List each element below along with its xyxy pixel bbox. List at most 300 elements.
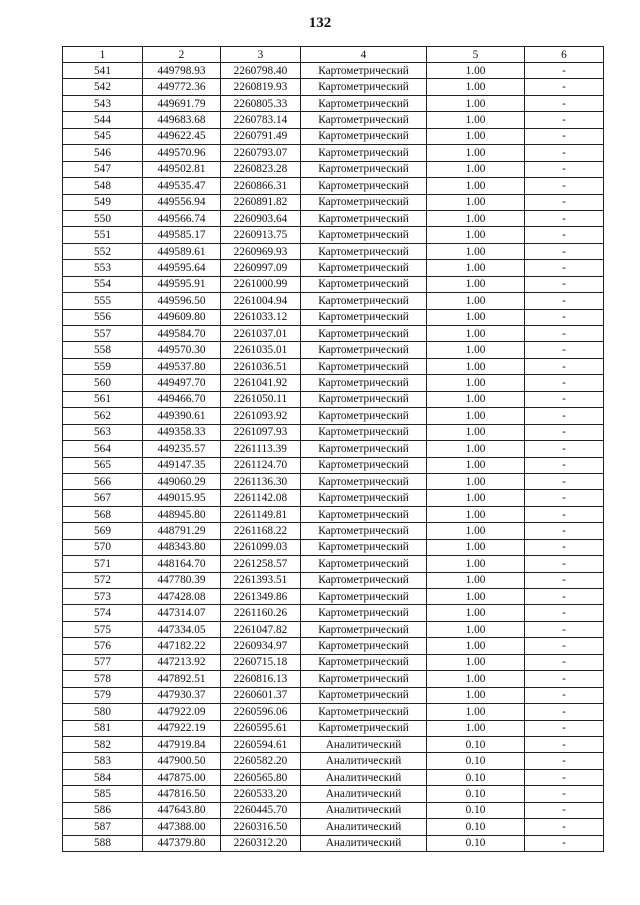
method-cell: Картометрический xyxy=(301,473,427,489)
x-coordinate-cell: 447816.50 xyxy=(143,786,221,802)
x-coordinate-cell: 449060.29 xyxy=(143,473,221,489)
accuracy-cell: 1.00 xyxy=(427,342,525,358)
point-number-cell: 578 xyxy=(63,671,143,687)
note-cell: - xyxy=(525,589,604,605)
x-coordinate-cell: 447182.22 xyxy=(143,638,221,654)
point-number-cell: 564 xyxy=(63,441,143,457)
method-cell: Картометрический xyxy=(301,457,427,473)
y-coordinate-cell: 2260997.09 xyxy=(221,260,301,276)
table-row xyxy=(63,326,604,342)
method-cell: Картометрический xyxy=(301,210,427,226)
accuracy-cell: 1.00 xyxy=(427,704,525,720)
point-number-cell: 554 xyxy=(63,276,143,292)
table-row xyxy=(63,260,604,276)
accuracy-cell: 1.00 xyxy=(427,375,525,391)
x-coordinate-cell: 447900.50 xyxy=(143,753,221,769)
method-cell: Картометрический xyxy=(301,572,427,588)
table-row xyxy=(63,276,604,292)
x-coordinate-cell: 449584.70 xyxy=(143,326,221,342)
x-coordinate-cell: 447379.80 xyxy=(143,835,221,851)
y-coordinate-cell: 2261097.93 xyxy=(221,424,301,440)
table-row xyxy=(63,358,604,374)
note-cell: - xyxy=(525,523,604,539)
y-coordinate-cell: 2260816.13 xyxy=(221,671,301,687)
point-number-cell: 551 xyxy=(63,227,143,243)
point-number-cell: 565 xyxy=(63,457,143,473)
header-cell-1: 1 xyxy=(63,47,143,63)
point-number-cell: 572 xyxy=(63,572,143,588)
header-cell-3: 3 xyxy=(221,47,301,63)
table-row xyxy=(63,704,604,720)
table-row xyxy=(63,490,604,506)
point-number-cell: 542 xyxy=(63,79,143,95)
accuracy-cell: 1.00 xyxy=(427,63,525,79)
y-coordinate-cell: 2261004.94 xyxy=(221,293,301,309)
y-coordinate-cell: 2261050.11 xyxy=(221,391,301,407)
point-number-cell: 566 xyxy=(63,473,143,489)
table-row xyxy=(63,638,604,654)
table-row xyxy=(63,375,604,391)
note-cell: - xyxy=(525,178,604,194)
x-coordinate-cell: 449556.94 xyxy=(143,194,221,210)
method-cell: Аналитический xyxy=(301,753,427,769)
note-cell: - xyxy=(525,194,604,210)
point-number-cell: 583 xyxy=(63,753,143,769)
y-coordinate-cell: 2260866.31 xyxy=(221,178,301,194)
x-coordinate-cell: 447314.07 xyxy=(143,605,221,621)
table-row xyxy=(63,112,604,128)
y-coordinate-cell: 2261099.03 xyxy=(221,539,301,555)
accuracy-cell: 1.00 xyxy=(427,309,525,325)
x-coordinate-cell: 449585.17 xyxy=(143,227,221,243)
point-number-cell: 585 xyxy=(63,786,143,802)
y-coordinate-cell: 2260445.70 xyxy=(221,802,301,818)
y-coordinate-cell: 2260819.93 xyxy=(221,79,301,95)
note-cell: - xyxy=(525,539,604,555)
method-cell: Аналитический xyxy=(301,835,427,851)
table-row xyxy=(63,671,604,687)
table-row xyxy=(63,506,604,522)
x-coordinate-cell: 449772.36 xyxy=(143,79,221,95)
table-row xyxy=(63,243,604,259)
y-coordinate-cell: 2260533.20 xyxy=(221,786,301,802)
note-cell: - xyxy=(525,276,604,292)
table-row xyxy=(63,556,604,572)
point-number-cell: 579 xyxy=(63,687,143,703)
x-coordinate-cell: 447892.51 xyxy=(143,671,221,687)
accuracy-cell: 0.10 xyxy=(427,753,525,769)
point-number-cell: 580 xyxy=(63,704,143,720)
note-cell: - xyxy=(525,63,604,79)
y-coordinate-cell: 2260823.28 xyxy=(221,161,301,177)
accuracy-cell: 1.00 xyxy=(427,161,525,177)
y-coordinate-cell: 2261033.12 xyxy=(221,309,301,325)
point-number-cell: 552 xyxy=(63,243,143,259)
y-coordinate-cell: 2260595.61 xyxy=(221,720,301,736)
table-row xyxy=(63,605,604,621)
method-cell: Картометрический xyxy=(301,342,427,358)
accuracy-cell: 1.00 xyxy=(427,638,525,654)
method-cell: Картометрический xyxy=(301,506,427,522)
x-coordinate-cell: 449683.68 xyxy=(143,112,221,128)
point-number-cell: 587 xyxy=(63,819,143,835)
table-row xyxy=(63,63,604,79)
accuracy-cell: 1.00 xyxy=(427,128,525,144)
accuracy-cell: 1.00 xyxy=(427,95,525,111)
x-coordinate-cell: 449570.30 xyxy=(143,342,221,358)
table-row xyxy=(63,79,604,95)
note-cell: - xyxy=(525,391,604,407)
y-coordinate-cell: 2261037.01 xyxy=(221,326,301,342)
method-cell: Картометрический xyxy=(301,227,427,243)
method-cell: Аналитический xyxy=(301,736,427,752)
point-number-cell: 545 xyxy=(63,128,143,144)
note-cell: - xyxy=(525,112,604,128)
accuracy-cell: 1.00 xyxy=(427,572,525,588)
header-cell-2: 2 xyxy=(143,47,221,63)
accuracy-cell: 1.00 xyxy=(427,112,525,128)
x-coordinate-cell: 448945.80 xyxy=(143,506,221,522)
point-number-cell: 550 xyxy=(63,210,143,226)
y-coordinate-cell: 2260596.06 xyxy=(221,704,301,720)
table-row xyxy=(63,227,604,243)
accuracy-cell: 1.00 xyxy=(427,408,525,424)
point-number-cell: 561 xyxy=(63,391,143,407)
table-row xyxy=(63,424,604,440)
note-cell: - xyxy=(525,704,604,720)
method-cell: Картометрический xyxy=(301,523,427,539)
note-cell: - xyxy=(525,424,604,440)
x-coordinate-cell: 448343.80 xyxy=(143,539,221,555)
x-coordinate-cell: 449595.91 xyxy=(143,276,221,292)
note-cell: - xyxy=(525,671,604,687)
point-number-cell: 575 xyxy=(63,621,143,637)
table-row xyxy=(63,621,604,637)
accuracy-cell: 1.00 xyxy=(427,441,525,457)
x-coordinate-cell: 449235.57 xyxy=(143,441,221,457)
note-cell: - xyxy=(525,358,604,374)
table-row xyxy=(63,572,604,588)
table-row xyxy=(63,309,604,325)
accuracy-cell: 1.00 xyxy=(427,506,525,522)
y-coordinate-cell: 2260798.40 xyxy=(221,63,301,79)
x-coordinate-cell: 449015.95 xyxy=(143,490,221,506)
note-cell: - xyxy=(525,128,604,144)
accuracy-cell: 1.00 xyxy=(427,457,525,473)
note-cell: - xyxy=(525,473,604,489)
point-number-cell: 568 xyxy=(63,506,143,522)
point-number-cell: 567 xyxy=(63,490,143,506)
point-number-cell: 557 xyxy=(63,326,143,342)
table-row xyxy=(63,589,604,605)
x-coordinate-cell: 447334.05 xyxy=(143,621,221,637)
point-number-cell: 559 xyxy=(63,358,143,374)
table-row xyxy=(63,293,604,309)
point-number-cell: 556 xyxy=(63,309,143,325)
point-number-cell: 546 xyxy=(63,145,143,161)
y-coordinate-cell: 2260582.20 xyxy=(221,753,301,769)
point-number-cell: 560 xyxy=(63,375,143,391)
y-coordinate-cell: 2261036.51 xyxy=(221,358,301,374)
accuracy-cell: 1.00 xyxy=(427,210,525,226)
y-coordinate-cell: 2261000.99 xyxy=(221,276,301,292)
y-coordinate-cell: 2261093.92 xyxy=(221,408,301,424)
point-number-cell: 581 xyxy=(63,720,143,736)
note-cell: - xyxy=(525,736,604,752)
table-row xyxy=(63,687,604,703)
method-cell: Картометрический xyxy=(301,63,427,79)
accuracy-cell: 1.00 xyxy=(427,720,525,736)
x-coordinate-cell: 447922.19 xyxy=(143,720,221,736)
x-coordinate-cell: 447922.09 xyxy=(143,704,221,720)
method-cell: Картометрический xyxy=(301,358,427,374)
x-coordinate-cell: 449466.70 xyxy=(143,391,221,407)
accuracy-cell: 1.00 xyxy=(427,243,525,259)
x-coordinate-cell: 449566.74 xyxy=(143,210,221,226)
table-row xyxy=(63,457,604,473)
x-coordinate-cell: 447875.00 xyxy=(143,769,221,785)
x-coordinate-cell: 447388.00 xyxy=(143,819,221,835)
x-coordinate-cell: 447213.92 xyxy=(143,654,221,670)
point-number-cell: 571 xyxy=(63,556,143,572)
y-coordinate-cell: 2260934.97 xyxy=(221,638,301,654)
accuracy-cell: 1.00 xyxy=(427,227,525,243)
note-cell: - xyxy=(525,638,604,654)
method-cell: Картометрический xyxy=(301,424,427,440)
y-coordinate-cell: 2260715.18 xyxy=(221,654,301,670)
note-cell: - xyxy=(525,408,604,424)
accuracy-cell: 1.00 xyxy=(427,276,525,292)
method-cell: Картометрический xyxy=(301,276,427,292)
method-cell: Аналитический xyxy=(301,819,427,835)
note-cell: - xyxy=(525,457,604,473)
header-cell-6: 6 xyxy=(525,47,604,63)
y-coordinate-cell: 2261035.01 xyxy=(221,342,301,358)
y-coordinate-cell: 2260913.75 xyxy=(221,227,301,243)
y-coordinate-cell: 2261349.86 xyxy=(221,589,301,605)
accuracy-cell: 1.00 xyxy=(427,490,525,506)
point-number-cell: 558 xyxy=(63,342,143,358)
note-cell: - xyxy=(525,687,604,703)
note-cell: - xyxy=(525,79,604,95)
note-cell: - xyxy=(525,161,604,177)
y-coordinate-cell: 2261393.51 xyxy=(221,572,301,588)
x-coordinate-cell: 449691.79 xyxy=(143,95,221,111)
x-coordinate-cell: 449502.81 xyxy=(143,161,221,177)
method-cell: Картометрический xyxy=(301,687,427,703)
y-coordinate-cell: 2261047.82 xyxy=(221,621,301,637)
method-cell: Картометрический xyxy=(301,490,427,506)
method-cell: Картометрический xyxy=(301,95,427,111)
accuracy-cell: 0.10 xyxy=(427,835,525,851)
accuracy-cell: 0.10 xyxy=(427,802,525,818)
method-cell: Аналитический xyxy=(301,786,427,802)
point-number-cell: 541 xyxy=(63,63,143,79)
method-cell: Картометрический xyxy=(301,375,427,391)
accuracy-cell: 1.00 xyxy=(427,358,525,374)
x-coordinate-cell: 449358.33 xyxy=(143,424,221,440)
note-cell: - xyxy=(525,243,604,259)
y-coordinate-cell: 2260791.49 xyxy=(221,128,301,144)
table-row xyxy=(63,736,604,752)
method-cell: Картометрический xyxy=(301,194,427,210)
point-number-cell: 570 xyxy=(63,539,143,555)
method-cell: Картометрический xyxy=(301,621,427,637)
method-cell: Картометрический xyxy=(301,589,427,605)
method-cell: Картометрический xyxy=(301,638,427,654)
accuracy-cell: 1.00 xyxy=(427,194,525,210)
note-cell: - xyxy=(525,819,604,835)
accuracy-cell: 1.00 xyxy=(427,589,525,605)
table-row xyxy=(63,210,604,226)
method-cell: Картометрический xyxy=(301,539,427,555)
x-coordinate-cell: 449147.35 xyxy=(143,457,221,473)
note-cell: - xyxy=(525,227,604,243)
x-coordinate-cell: 449589.61 xyxy=(143,243,221,259)
table-row xyxy=(63,654,604,670)
accuracy-cell: 1.00 xyxy=(427,654,525,670)
accuracy-cell: 1.00 xyxy=(427,293,525,309)
table-row xyxy=(63,95,604,111)
point-number-cell: 562 xyxy=(63,408,143,424)
accuracy-cell: 1.00 xyxy=(427,556,525,572)
x-coordinate-cell: 448791.29 xyxy=(143,523,221,539)
note-cell: - xyxy=(525,506,604,522)
x-coordinate-cell: 449537.80 xyxy=(143,358,221,374)
y-coordinate-cell: 2261136.30 xyxy=(221,473,301,489)
accuracy-cell: 1.00 xyxy=(427,424,525,440)
x-coordinate-cell: 448164.70 xyxy=(143,556,221,572)
method-cell: Картометрический xyxy=(301,260,427,276)
accuracy-cell: 1.00 xyxy=(427,391,525,407)
accuracy-cell: 1.00 xyxy=(427,621,525,637)
method-cell: Картометрический xyxy=(301,704,427,720)
accuracy-cell: 1.00 xyxy=(427,523,525,539)
accuracy-cell: 1.00 xyxy=(427,145,525,161)
accuracy-cell: 1.00 xyxy=(427,605,525,621)
y-coordinate-cell: 2261142.08 xyxy=(221,490,301,506)
y-coordinate-cell: 2260312.20 xyxy=(221,835,301,851)
note-cell: - xyxy=(525,556,604,572)
method-cell: Картометрический xyxy=(301,441,427,457)
table-row xyxy=(63,769,604,785)
table-row xyxy=(63,523,604,539)
point-number-cell: 574 xyxy=(63,605,143,621)
y-coordinate-cell: 2261258.57 xyxy=(221,556,301,572)
table-body xyxy=(63,63,604,852)
y-coordinate-cell: 2260565.80 xyxy=(221,769,301,785)
x-coordinate-cell: 447428.08 xyxy=(143,589,221,605)
table-row xyxy=(63,835,604,851)
accuracy-cell: 0.10 xyxy=(427,769,525,785)
y-coordinate-cell: 2260891.82 xyxy=(221,194,301,210)
note-cell: - xyxy=(525,441,604,457)
point-number-cell: 544 xyxy=(63,112,143,128)
note-cell: - xyxy=(525,342,604,358)
x-coordinate-cell: 449535.47 xyxy=(143,178,221,194)
table-row xyxy=(63,161,604,177)
table-row xyxy=(63,753,604,769)
accuracy-cell: 1.00 xyxy=(427,687,525,703)
x-coordinate-cell: 447930.37 xyxy=(143,687,221,703)
point-number-cell: 582 xyxy=(63,736,143,752)
y-coordinate-cell: 2260805.33 xyxy=(221,95,301,111)
y-coordinate-cell: 2260793.07 xyxy=(221,145,301,161)
note-cell: - xyxy=(525,802,604,818)
accuracy-cell: 1.00 xyxy=(427,79,525,95)
accuracy-cell: 0.10 xyxy=(427,786,525,802)
y-coordinate-cell: 2260601.37 xyxy=(221,687,301,703)
table-row xyxy=(63,342,604,358)
method-cell: Картометрический xyxy=(301,309,427,325)
table-row xyxy=(63,441,604,457)
y-coordinate-cell: 2260594.61 xyxy=(221,736,301,752)
note-cell: - xyxy=(525,720,604,736)
note-cell: - xyxy=(525,326,604,342)
note-cell: - xyxy=(525,786,604,802)
note-cell: - xyxy=(525,572,604,588)
point-number-cell: 563 xyxy=(63,424,143,440)
note-cell: - xyxy=(525,490,604,506)
method-cell: Картометрический xyxy=(301,556,427,572)
note-cell: - xyxy=(525,621,604,637)
accuracy-cell: 1.00 xyxy=(427,671,525,687)
x-coordinate-cell: 449596.50 xyxy=(143,293,221,309)
table-row xyxy=(63,178,604,194)
point-number-cell: 555 xyxy=(63,293,143,309)
method-cell: Картометрический xyxy=(301,408,427,424)
note-cell: - xyxy=(525,835,604,851)
table-row xyxy=(63,194,604,210)
x-coordinate-cell: 449595.64 xyxy=(143,260,221,276)
method-cell: Аналитический xyxy=(301,802,427,818)
note-cell: - xyxy=(525,95,604,111)
accuracy-cell: 0.10 xyxy=(427,736,525,752)
method-cell: Картометрический xyxy=(301,605,427,621)
y-coordinate-cell: 2260783.14 xyxy=(221,112,301,128)
point-number-cell: 588 xyxy=(63,835,143,851)
note-cell: - xyxy=(525,769,604,785)
header-row xyxy=(63,47,604,63)
table-row xyxy=(63,473,604,489)
note-cell: - xyxy=(525,753,604,769)
note-cell: - xyxy=(525,309,604,325)
x-coordinate-cell: 447643.80 xyxy=(143,802,221,818)
x-coordinate-cell: 449622.45 xyxy=(143,128,221,144)
accuracy-cell: 0.10 xyxy=(427,819,525,835)
point-number-cell: 547 xyxy=(63,161,143,177)
table-row xyxy=(63,408,604,424)
accuracy-cell: 1.00 xyxy=(427,539,525,555)
y-coordinate-cell: 2261160.26 xyxy=(221,605,301,621)
coordinates-table xyxy=(62,46,604,852)
note-cell: - xyxy=(525,293,604,309)
y-coordinate-cell: 2260969.93 xyxy=(221,243,301,259)
x-coordinate-cell: 449798.93 xyxy=(143,63,221,79)
table-row xyxy=(63,819,604,835)
point-number-cell: 576 xyxy=(63,638,143,654)
method-cell: Картометрический xyxy=(301,178,427,194)
header-cell-4: 4 xyxy=(301,47,427,63)
method-cell: Картометрический xyxy=(301,128,427,144)
method-cell: Картометрический xyxy=(301,243,427,259)
table-row xyxy=(63,802,604,818)
method-cell: Картометрический xyxy=(301,671,427,687)
point-number-cell: 569 xyxy=(63,523,143,539)
point-number-cell: 548 xyxy=(63,178,143,194)
accuracy-cell: 1.00 xyxy=(427,326,525,342)
table-row xyxy=(63,145,604,161)
